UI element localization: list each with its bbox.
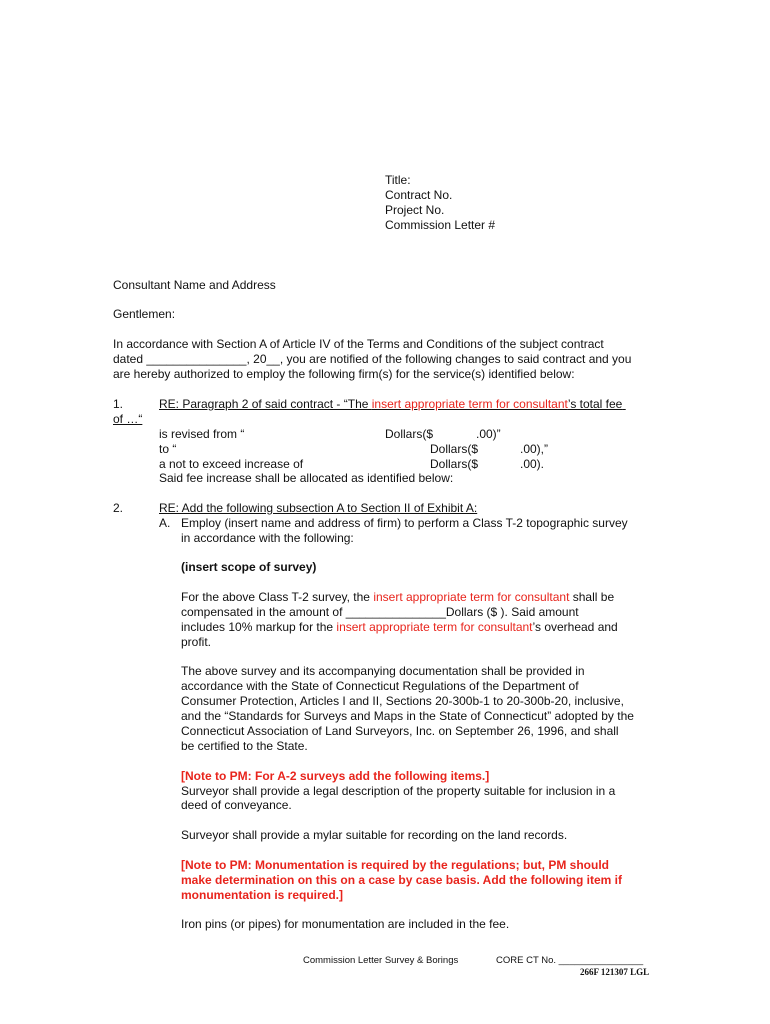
survey-standards-line-2: accordance with the State of Connecticut Regulations of the Department of <box>181 679 579 693</box>
subsection-a-label: A. <box>159 516 171 530</box>
intro-line-3: are hereby authorized to employ the following firm(s) for the service(s) identified below: <box>113 367 575 381</box>
compensation-line-4: profit. <box>181 635 212 649</box>
footer-title: Commission Letter Survey & Borings <box>303 955 459 966</box>
survey-standards-line-1: The above survey and its accompanying documentation shall be provided in <box>181 664 585 678</box>
item-1-re-text: RE: Paragraph 2 of said contract - “The <box>159 397 372 411</box>
markup-consultant-term: insert appropriate term for consultant <box>336 620 533 634</box>
markup-text-end: ’s overhead and <box>532 620 618 634</box>
mylar-text: Surveyor shall provide a mylar suitable for recording on the land records. <box>181 828 568 842</box>
footer-core-ct-no: CORE CT No. ________________ <box>496 955 644 966</box>
compensation-text-end: shall be <box>569 590 615 604</box>
dollars-to-label: Dollars($ <box>430 442 479 456</box>
survey-standards-line-5: Connecticut Association of Land Surveyors, Inc. on September 26, 1996, and shall <box>181 724 619 738</box>
pm-note-monumentation-line-1: [Note to PM: Monumentation is required by the regulations; but, PM should <box>181 858 609 872</box>
compensation-consultant-term: insert appropriate term for consultant <box>373 590 570 604</box>
title-label: Title: <box>385 173 411 187</box>
pm-note-monumentation-line-2: make determination on this on a case by case basis. Add the following item if <box>181 873 622 887</box>
intro-line-1: In accordance with Section A of Article IV of the Terms and Conditions of the subject contract <box>113 337 604 351</box>
dollars-to-cents: .00),” <box>520 442 549 456</box>
survey-standards-line-6: be certified to the State. <box>181 739 308 753</box>
scope-of-survey: (insert scope of survey) <box>181 560 317 574</box>
item-1-re-text-end: ’s total fee <box>567 397 623 411</box>
pm-note-monumentation-line-3: monumentation is required.] <box>181 888 344 902</box>
item-1-number: 1. <box>113 397 124 411</box>
dollars-increase-label: Dollars($ <box>430 457 479 471</box>
compensation-line-3 <box>181 620 618 634</box>
intro-line-2: dated _______________, 20__, you are notified of the following changes to said contract and you <box>113 352 632 366</box>
legal-description-line-1: Surveyor shall provide a legal description of the property suitable for inclusion in a <box>181 784 616 798</box>
commission-letter-label: Commission Letter # <box>385 218 496 232</box>
salutation: Gentlemen: <box>113 307 176 321</box>
pm-note-a2: [Note to PM: For A-2 surveys add the following items.] <box>181 769 490 783</box>
markup-text: includes 10% markup for the <box>181 620 337 634</box>
revised-to-label: to “ <box>159 442 177 456</box>
legal-description-line-2: deed of conveyance. <box>181 798 292 812</box>
dollars-increase-cents: .00). <box>520 457 545 471</box>
compensation-line-1 <box>181 590 614 604</box>
dollars-from-cents: .00)” <box>476 427 501 441</box>
item-1-consultant-term: insert appropriate term for consultant <box>371 397 568 411</box>
iron-pins-text: Iron pins (or pipes) for monumentation are included in the fee. <box>181 917 510 931</box>
survey-standards-line-3: Consumer Protection, Articles I and II, Sections 20-300b-1 to 20-300b-20, inclusive, <box>181 694 624 708</box>
survey-standards-line-4: and the “Standards for Surveys and Maps in the State of Connecticut” adopted by the <box>181 709 634 723</box>
compensation-line-2: compensated in the amount of _______________Dollars ($ ). Said amount <box>181 605 579 619</box>
contract-no-label: Contract No. <box>385 188 453 202</box>
subsection-a-line-2: in accordance with the following: <box>181 531 354 545</box>
item-2-re: RE: Add the following subsection A to Section II of Exhibit A: <box>159 501 478 515</box>
item-1-re <box>159 397 626 411</box>
item-1-of: of …“ <box>113 412 143 426</box>
item-2-number: 2. <box>113 501 124 515</box>
footer-form-code: 266F 121307 LGL <box>580 967 650 977</box>
project-no-label: Project No. <box>385 203 445 217</box>
not-to-exceed-label: a not to exceed increase of <box>159 457 304 471</box>
compensation-text: For the above Class T-2 survey, the <box>181 590 374 604</box>
dollars-from-label: Dollars($ <box>385 427 434 441</box>
consultant-name-address: Consultant Name and Address <box>113 278 276 292</box>
fee-allocation-text: Said fee increase shall be allocated as identified below: <box>159 471 454 485</box>
revised-from-label: is revised from “ <box>159 427 245 441</box>
subsection-a-line-1: Employ (insert name and address of firm) to perform a Class T-2 topographic survey <box>181 516 628 530</box>
